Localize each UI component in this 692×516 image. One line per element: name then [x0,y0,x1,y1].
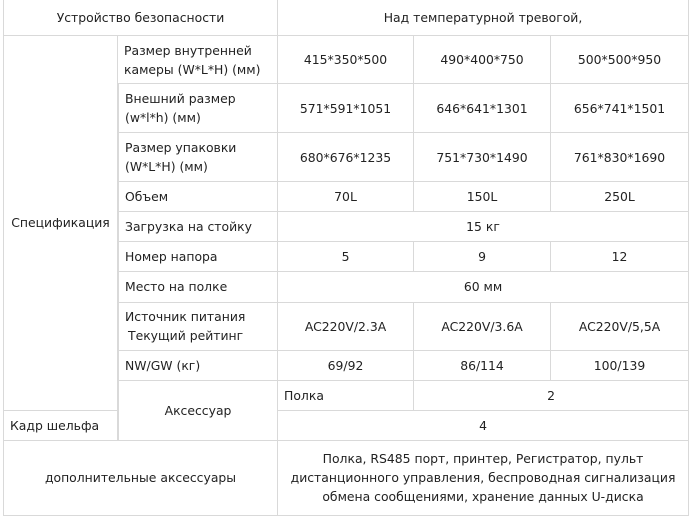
package-size-label: Размер упаковки (W*L*H) (мм) [118,133,278,182]
safety-device-value: Над температурной тревогой, [278,0,689,36]
current-rating-label: Текущий рейтинг [128,328,244,344]
table-cell: 500*500*950 [551,36,689,84]
table-cell: 150L [414,182,551,212]
power-source-label: Источник питания [125,309,246,325]
shelf-frame-label: Кадр шельфа [3,411,118,441]
optional-accessories-line: обмена сообщениями, хранение данных U-диска [322,489,644,505]
outer-size-label: Внешний размер (w*l*h) (мм) [118,84,278,133]
accessories-group-label: Аксессуар [118,381,278,441]
table-cell: 15 кг [278,212,689,242]
shelf-load-label: Загрузка на стойку [118,212,278,242]
safety-device-label: Устройство безопасности [3,0,278,36]
table-cell: 250L [551,182,689,212]
table-row [3,441,689,516]
table-cell: AC220V/2.3A [278,303,414,351]
table-cell: 70L [278,182,414,212]
table-cell: 680*676*1235 [278,133,414,182]
table-cell: 69/92 [278,351,414,381]
table-cell: 5 [278,242,414,272]
optional-accessories-label: дополнительные аксессуары [3,441,278,516]
table-cell: 751*730*1490 [414,133,551,182]
table-cell: 100/139 [551,351,689,381]
power-label [118,303,278,351]
table-cell: AC220V/3.6A [414,303,551,351]
table-cell: 571*591*1051 [278,84,414,133]
shelf-label: Полка [278,381,414,411]
table-cell: AC220V/5,5A [551,303,689,351]
weight-label: NW/GW (кг) [118,351,278,381]
table-cell: 646*641*1301 [414,84,551,133]
table-cell: 761*830*1690 [551,133,689,182]
table-cell: 2 [414,381,689,411]
table-cell: 86/114 [414,351,551,381]
shelf-space-label: Место на полке [118,272,278,302]
table-cell: 490*400*750 [414,36,551,84]
table-row [3,0,689,36]
table-row [3,36,689,84]
inner-size-label: Размер внутренней камеры (W*L*H) (мм) [118,36,278,84]
table-row [3,411,689,441]
table-cell: 9 [414,242,551,272]
specification-table [3,0,689,516]
table-cell: 656*741*1501 [551,84,689,133]
volume-label: Объем [118,182,278,212]
table-cell: 4 [278,411,689,441]
table-cell: 415*350*500 [278,36,414,84]
specification-group-label: Спецификация [3,36,118,411]
head-number-label: Номер напора [118,242,278,272]
optional-accessories-line: дистанционного управления, беспроводная сигнализация [290,470,676,486]
optional-accessories-line: Полка, RS485 порт, принтер, Регистратор, пульт [322,451,644,467]
optional-accessories-value [278,441,689,516]
table-cell: 12 [551,242,689,272]
table-cell: 60 мм [278,272,689,302]
